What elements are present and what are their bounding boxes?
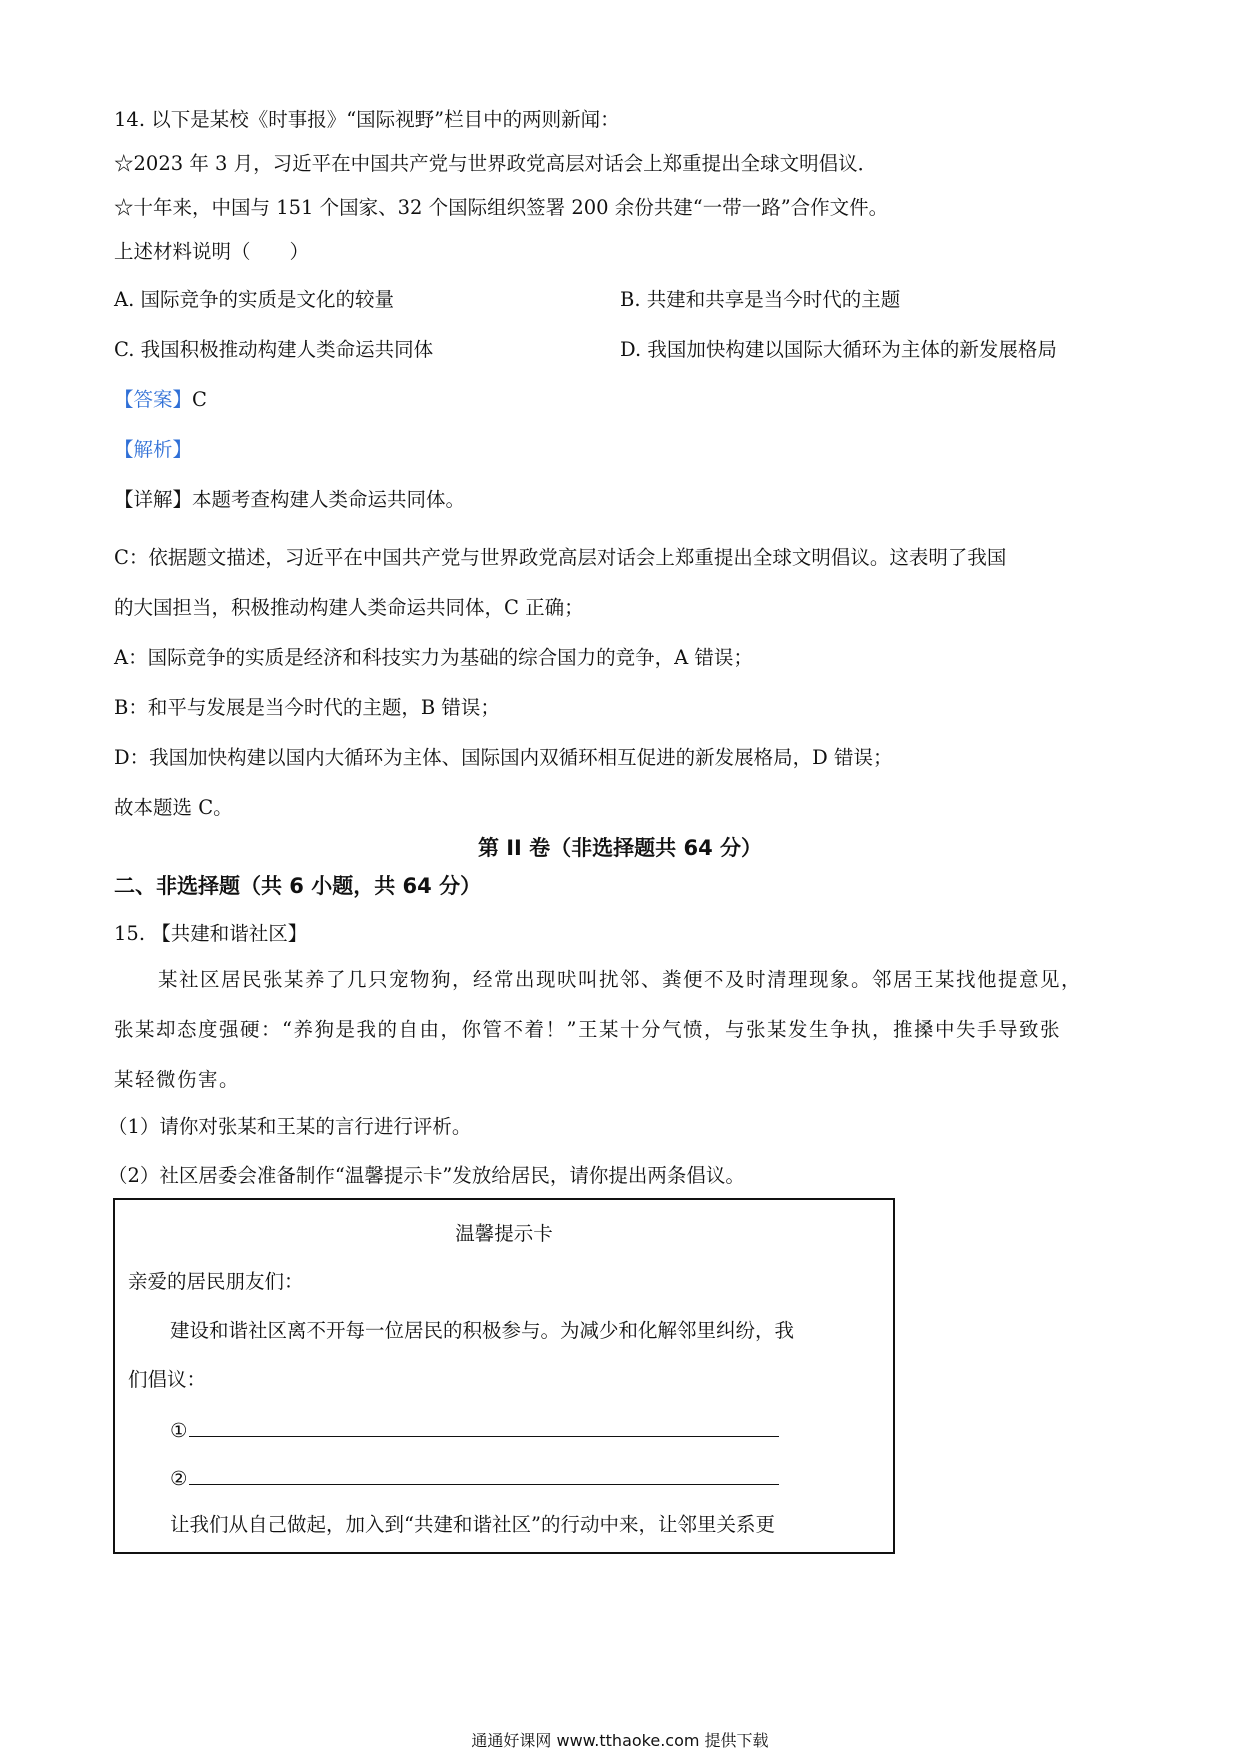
page-footer: 通通好课网 www.tthaoke.com 提供下载 <box>471 1731 769 1750</box>
detail-text: 本题考查构建人类命运共同体。 <box>192 488 466 511</box>
q15-material-line: 某轻微伤害。 <box>114 1068 241 1091</box>
card-greeting: 亲爱的居民朋友们： <box>128 1270 304 1293</box>
answer-value: C <box>192 388 207 411</box>
explain-line: B：和平与发展是当今时代的主题，B 错误； <box>114 696 500 719</box>
q15-stem: 15. 【共建和谐社区】 <box>114 922 308 945</box>
q14-prompt: 上述材料说明（ ） <box>114 240 310 263</box>
option-c: C. 我国积极推动构建人类命运共同体 <box>114 338 434 361</box>
option-d: D. 我国加快构建以国际大循环为主体的新发展格局 <box>620 338 1057 361</box>
card-closing: 让我们从自己做起，加入到“共建和谐社区”的行动中来，让邻里关系更 <box>170 1513 775 1536</box>
option-b: B. 共建和共享是当今时代的主题 <box>620 288 901 311</box>
q15-material-line: 张某却态度强硬：“养狗是我的自由，你管不着！”王某十分气愤，与张某发生争执，推搡中失手导致张 <box>114 1018 1061 1041</box>
option-a: A. 国际竞争的实质是文化的较量 <box>114 288 394 311</box>
q15-material-line: 某社区居民张某养了几只宠物狗，经常出现吠叫扰邻、粪便不及时清理现象。邻居王某找他提意见， <box>158 968 1083 991</box>
q15-sub-question-2: （2）社区居委会准备制作“温馨提示卡”发放给居民，请你提出两条倡议。 <box>108 1164 745 1187</box>
card-item-1 <box>170 1418 779 1441</box>
detail-tag: 【详解】 <box>114 488 193 511</box>
analysis-tag: 【解析】 <box>114 438 193 461</box>
volume-title: 第 II 卷（非选择题共 64 分） <box>477 836 763 860</box>
card-body-line: 建设和谐社区离不开每一位居民的积极参与。为减少和化解邻里纠纷，我 <box>170 1319 795 1342</box>
answer-blank-1[interactable] <box>189 1418 779 1437</box>
reminder-card <box>113 1198 895 1554</box>
detail-line <box>114 490 465 510</box>
part-title: 二、非选择题（共 6 小题，共 64 分） <box>114 874 482 898</box>
card-item-2 <box>170 1466 779 1489</box>
item-2-marker: ② <box>170 1467 188 1490</box>
answer-line <box>114 390 207 410</box>
card-body-line: 们倡议： <box>128 1368 207 1391</box>
q14-news-2: ☆十年来，中国与 151 个国家、32 个国际组织签署 200 余份共建“一带一路”合作文件。 <box>114 196 889 219</box>
q14-stem: 14. 以下是某校《时事报》“国际视野”栏目中的两则新闻： <box>114 108 620 131</box>
answer-blank-2[interactable] <box>189 1466 779 1485</box>
q14-news-1: ☆2023 年 3 月，习近平在中国共产党与世界政党高层对话会上郑重提出全球文明倡议． <box>114 152 878 175</box>
explain-line: 故本题选 C。 <box>114 796 233 819</box>
explain-line: C：依据题文描述，习近平在中国共产党与世界政党高层对话会上郑重提出全球文明倡议。这表明了我国 <box>114 546 1007 569</box>
explain-line: D：我国加快构建以国内大循环为主体、国际国内双循环相互促进的新发展格局，D 错误； <box>114 746 893 769</box>
q15-sub-question-1: （1）请你对张某和王某的言行进行评析。 <box>108 1115 472 1138</box>
card-title: 温馨提示卡 <box>455 1222 553 1245</box>
explain-line: A：国际竞争的实质是经济和科技实力为基础的综合国力的竞争，A 错误； <box>114 646 753 669</box>
item-1-marker: ① <box>170 1419 188 1442</box>
answer-tag: 【答案】 <box>114 388 193 411</box>
explain-line: 的大国担当，积极推动构建人类命运共同体，C 正确； <box>114 596 584 619</box>
